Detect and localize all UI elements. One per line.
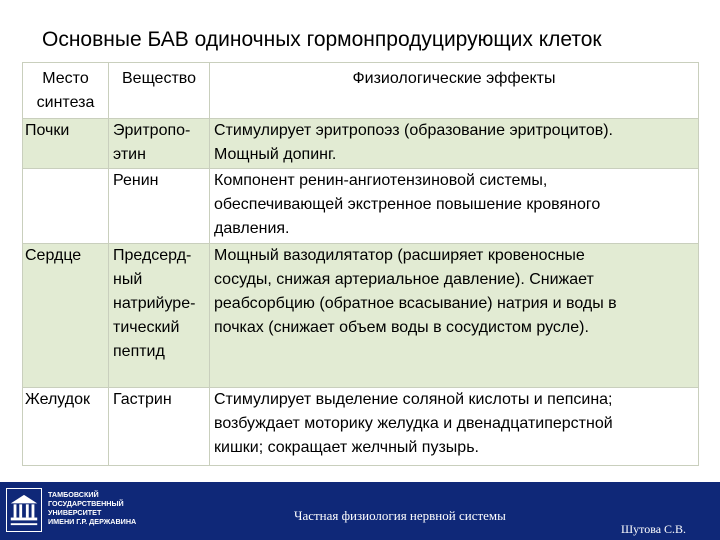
header-site: Место синтеза (23, 63, 109, 119)
page-title: Основные БАВ одиночных гормонпродуцирующих клеток (42, 28, 602, 51)
table-row (23, 169, 699, 244)
cell-organ: Сердце (23, 244, 109, 388)
cell-organ: Почки (23, 119, 109, 169)
cell-substance: Предсерд- ный натрийуре- тический пептид (109, 244, 210, 388)
cell-organ: Желудок (23, 388, 109, 466)
table-row (23, 119, 699, 169)
cell-effect: Мощный вазодилятатор (расширяет кровеносные сосуды, снижая артериальное давление). Снижает реабсорбцию (обратное всасывание) натрия и воды в почках (снижает объем воды в сосудистом русле). (210, 244, 699, 388)
cell-substance: Эритропо- этин (109, 119, 210, 169)
cell-effect: Компонент ренин-ангиотензиновой системы, обеспечивающей экстренное повышение кровяного давления. (210, 169, 699, 244)
university-logo-icon (6, 488, 42, 532)
table-header-row (23, 63, 699, 119)
table-row (23, 388, 699, 466)
cell-substance: Ренин (109, 169, 210, 244)
author-name: Шутова С.В. (621, 522, 687, 536)
university-name: ТАМБОВСКИЙ ГОСУДАРСТВЕННЫЙ УНИВЕРСИТЕТ ИМЕНИ Г.Р. ДЕРЖАВИНА (48, 490, 137, 526)
cell-effect: Стимулирует выделение соляной кислоты и пепсина; возбуждает моторику желудка и двенадцатиперстной кишки; сокращает желчный пузырь. (210, 388, 699, 466)
cell-substance: Гастрин (109, 388, 210, 466)
cell-organ (23, 169, 109, 244)
header-substance: Вещество (109, 63, 210, 119)
header-effects: Физиологические эффекты (210, 63, 699, 119)
course-title: Частная физиология нервной системы (294, 508, 506, 523)
cell-effect: Стимулирует эритропоэз (образование эритроцитов). Мощный допинг. (210, 119, 699, 169)
hormone-table (22, 62, 699, 466)
table-row (23, 244, 699, 388)
